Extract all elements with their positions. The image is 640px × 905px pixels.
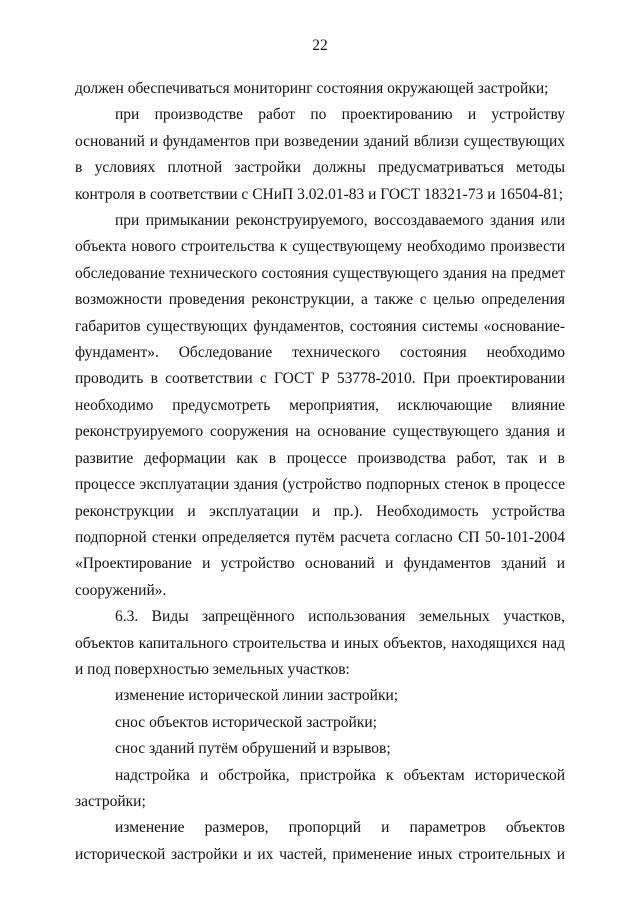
list-item-demolition-historic: снос объектов исторической застройки; [115, 713, 377, 731]
paragraph-foundations-control: при производстве работ по проектированию и устройству оснований и фундаментов при возведении зданий вблизи существующих в условиях плотной застройки должны предусматриваться методы контроля в соответствии с СНиП 3.02.01-83 и ГОСТ 18321-73 и 16504-81; [75, 106, 565, 203]
paragraph-monitoring: должен обеспечиваться мониторинг состояния окружающей застройки; [75, 80, 549, 97]
page-number: 22 [312, 37, 328, 54]
list-item-dimension-change: изменение размеров, пропорций и параметров объектов исторической застройки и их частей, применение иных строительных и [75, 819, 565, 863]
document-body [75, 76, 565, 868]
list-item-historic-line: изменение исторической линии застройки; [115, 687, 399, 705]
paragraph-section-6-3: 6.3. Виды запрещённого использования земельных участков, объектов капитального строительства и иных объектов, находящихся над и под поверхностью земельных участков: [75, 608, 565, 678]
list-item-demolition-explosion: снос зданий путём обрушений и взрывов; [115, 740, 391, 758]
paragraph-reconstruction-survey: при примыкании реконструируемого, воссоздаваемого здания или объекта нового строительства к существующему необходимо произвести обследование технического состояния существующего здания на предмет возможности проведения реконструкции, а также с целью определения габаритов существующих фундаментов, состояния системы «основание-фундамент». Обследование технического состояния необходимо проводить в соответствии с ГОСТ Р 53778-2010. При проектировании необходимо предусмотреть мероприятия, исключающие влияние реконструируемого сооружения на основание существующего здания и развитие деформации как в процессе производства работ, так и в процессе эксплуатации здания (устройство подпорных стенок в процессе реконструкции и эксплуатации и пр.). Необходимость устройства подпорной стенки определяется путём расчета согласно СП 50-101-2004 «Проектирование и устройство оснований и фундаментов зданий и сооружений». [75, 212, 565, 599]
list-item-superstructure: надстройка и обстройка, пристройка к объектам исторической застройки; [75, 766, 565, 810]
